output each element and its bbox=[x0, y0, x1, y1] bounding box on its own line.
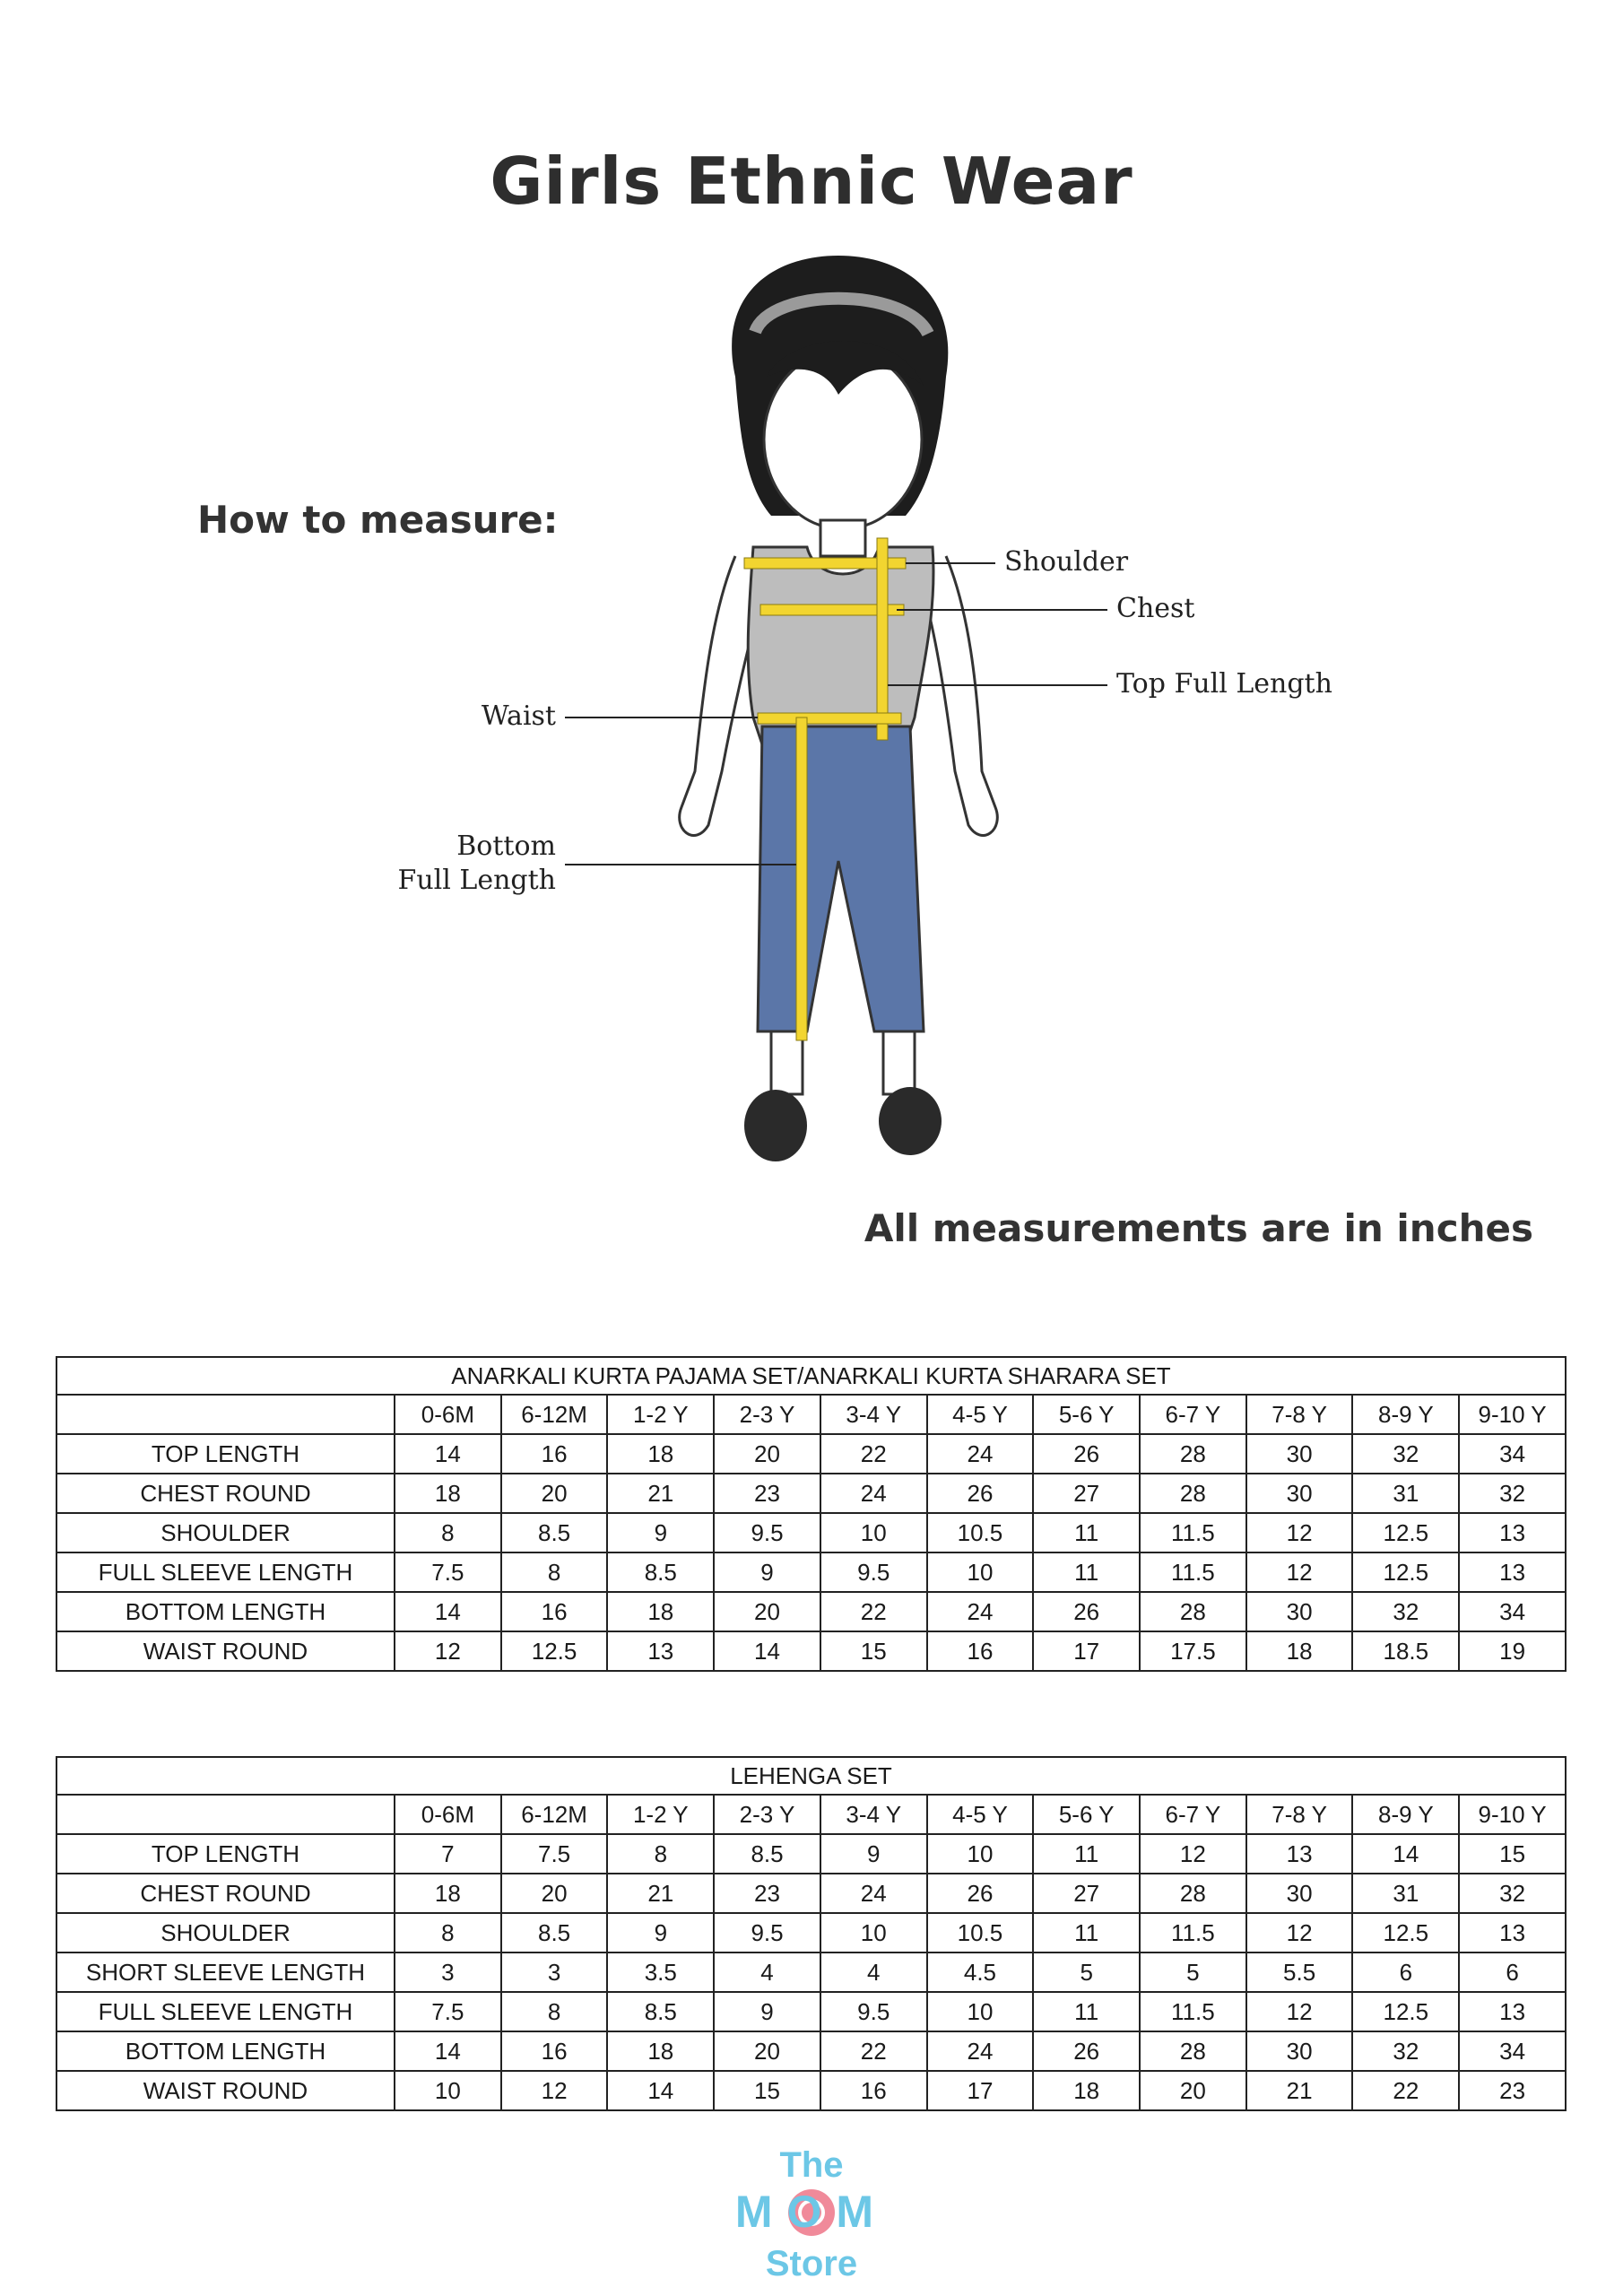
measurement-cell: 3 bbox=[501, 1952, 608, 1992]
measurement-cell: 7.5 bbox=[501, 1834, 608, 1874]
measurement-cell: 15 bbox=[714, 2071, 820, 2110]
measurement-cell: 4.5 bbox=[927, 1952, 1034, 1992]
chest-label: Chest bbox=[1116, 593, 1195, 624]
size-header: 1-2 Y bbox=[607, 1795, 714, 1834]
size-header-row bbox=[56, 1795, 1566, 1834]
measurement-cell: 27 bbox=[1033, 1474, 1140, 1513]
measurement-cell: 13 bbox=[1459, 1913, 1566, 1952]
measurement-cell: 9 bbox=[714, 1552, 820, 1592]
measurement-cell: 14 bbox=[1352, 1834, 1459, 1874]
measurement-cell: 22 bbox=[820, 2031, 927, 2071]
waist-label: Waist bbox=[481, 700, 556, 732]
measurement-cell: 24 bbox=[820, 1474, 927, 1513]
measurement-cell: 15 bbox=[1459, 1834, 1566, 1874]
measurement-cell: 10 bbox=[927, 1834, 1034, 1874]
measurement-cell: 8.5 bbox=[501, 1513, 608, 1552]
measurement-cell: 32 bbox=[1352, 1434, 1459, 1474]
row-label: BOTTOM LENGTH bbox=[56, 2031, 395, 2071]
measurement-cell: 16 bbox=[501, 2031, 608, 2071]
measurement-cell: 20 bbox=[714, 2031, 820, 2071]
measurement-cell: 16 bbox=[820, 2071, 927, 2110]
measurement-cell: 28 bbox=[1140, 1474, 1246, 1513]
measurement-cell: 22 bbox=[820, 1592, 927, 1631]
measurement-cell: 34 bbox=[1459, 2031, 1566, 2071]
row-label: SHORT SLEEVE LENGTH bbox=[56, 1952, 395, 1992]
corner-cell bbox=[56, 1795, 395, 1834]
measurement-cell: 8 bbox=[501, 1552, 608, 1592]
logo-store: Store bbox=[765, 2244, 858, 2283]
measurement-cell: 21 bbox=[607, 1874, 714, 1913]
table-row bbox=[56, 1631, 1566, 1671]
measurement-cell: 8.5 bbox=[607, 1552, 714, 1592]
measurement-cell: 13 bbox=[1459, 1552, 1566, 1592]
row-label: BOTTOM LENGTH bbox=[56, 1592, 395, 1631]
measurement-cell: 12 bbox=[1246, 1913, 1353, 1952]
mom-store-logo-icon bbox=[731, 2139, 892, 2287]
measurement-cell: 7.5 bbox=[395, 1992, 501, 2031]
measurement-cell: 14 bbox=[395, 2031, 501, 2071]
measurement-cell: 18 bbox=[395, 1474, 501, 1513]
measurement-cell: 12 bbox=[395, 1631, 501, 1671]
measurement-cell: 5.5 bbox=[1246, 1952, 1353, 1992]
measurement-cell: 5 bbox=[1033, 1952, 1140, 1992]
size-header: 3-4 Y bbox=[820, 1395, 927, 1434]
size-header: 6-12M bbox=[501, 1795, 608, 1834]
measurement-cell: 8.5 bbox=[501, 1913, 608, 1952]
the-mom-store-logo bbox=[731, 2139, 892, 2287]
measurement-cell: 14 bbox=[395, 1592, 501, 1631]
measurement-cell: 20 bbox=[714, 1434, 820, 1474]
measurement-cell: 32 bbox=[1459, 1474, 1566, 1513]
measurement-cell: 17 bbox=[1033, 1631, 1140, 1671]
table-row bbox=[56, 1992, 1566, 2031]
measurement-cell: 13 bbox=[1459, 1513, 1566, 1552]
size-header: 9-10 Y bbox=[1459, 1795, 1566, 1834]
measurement-cell: 16 bbox=[501, 1592, 608, 1631]
measurement-cell: 9.5 bbox=[820, 1992, 927, 2031]
measurement-cell: 8 bbox=[395, 1513, 501, 1552]
measurement-cell: 11.5 bbox=[1140, 1992, 1246, 2031]
how-to-measure-heading: How to measure: bbox=[197, 498, 559, 542]
lehenga-size-table bbox=[56, 1756, 1567, 2111]
measurement-cell: 5 bbox=[1140, 1952, 1246, 1992]
measurement-cell: 8 bbox=[395, 1913, 501, 1952]
measurement-cell: 14 bbox=[714, 1631, 820, 1671]
measurement-cell: 24 bbox=[927, 1592, 1034, 1631]
measurement-cell: 26 bbox=[927, 1874, 1034, 1913]
bottom-full-length-label bbox=[386, 830, 556, 898]
measurement-cell: 10 bbox=[820, 1913, 927, 1952]
table-caption: LEHENGA SET bbox=[56, 1757, 1566, 1795]
measurement-cell: 28 bbox=[1140, 1592, 1246, 1631]
measurement-cell: 31 bbox=[1352, 1874, 1459, 1913]
table-row bbox=[56, 2031, 1566, 2071]
measurement-cell: 27 bbox=[1033, 1874, 1140, 1913]
measurement-cell: 30 bbox=[1246, 1474, 1353, 1513]
measurement-cell: 19 bbox=[1459, 1631, 1566, 1671]
measurement-cell: 13 bbox=[607, 1631, 714, 1671]
size-header: 4-5 Y bbox=[927, 1795, 1034, 1834]
corner-cell bbox=[56, 1395, 395, 1434]
measurement-cell: 11.5 bbox=[1140, 1913, 1246, 1952]
size-header: 4-5 Y bbox=[927, 1395, 1034, 1434]
measurement-cell: 13 bbox=[1246, 1834, 1353, 1874]
measurement-cell: 11 bbox=[1033, 1834, 1140, 1874]
measurement-cell: 8.5 bbox=[607, 1992, 714, 2031]
size-header: 5-6 Y bbox=[1033, 1795, 1140, 1834]
measurement-cell: 4 bbox=[714, 1952, 820, 1992]
measurement-cell: 32 bbox=[1459, 1874, 1566, 1913]
measurement-cell: 13 bbox=[1459, 1992, 1566, 2031]
measurement-cell: 11.5 bbox=[1140, 1552, 1246, 1592]
measurement-cell: 11 bbox=[1033, 1513, 1140, 1552]
size-header-row bbox=[56, 1395, 1566, 1434]
measurement-cell: 18 bbox=[1246, 1631, 1353, 1671]
measurement-cell: 9.5 bbox=[820, 1552, 927, 1592]
measurement-cell: 12.5 bbox=[1352, 1913, 1459, 1952]
row-label: WAIST ROUND bbox=[56, 2071, 395, 2110]
measurement-unit-note: All measurements are in inches bbox=[864, 1206, 1533, 1250]
measurement-cell: 20 bbox=[714, 1592, 820, 1631]
measurement-cell: 24 bbox=[927, 1434, 1034, 1474]
measurement-cell: 10 bbox=[927, 1992, 1034, 2031]
table-row bbox=[56, 2071, 1566, 2110]
size-header: 1-2 Y bbox=[607, 1395, 714, 1434]
measurement-cell: 20 bbox=[1140, 2071, 1246, 2110]
measurement-cell: 9 bbox=[714, 1992, 820, 2031]
measurement-cell: 18 bbox=[395, 1874, 501, 1913]
measurement-cell: 23 bbox=[714, 1874, 820, 1913]
measurement-cell: 17.5 bbox=[1140, 1631, 1246, 1671]
measurement-cell: 18 bbox=[607, 1434, 714, 1474]
size-header: 5-6 Y bbox=[1033, 1395, 1140, 1434]
size-header: 9-10 Y bbox=[1459, 1395, 1566, 1434]
measurement-cell: 7 bbox=[395, 1834, 501, 1874]
measurement-cell: 16 bbox=[501, 1434, 608, 1474]
measurement-cell: 30 bbox=[1246, 2031, 1353, 2071]
measurement-cell: 31 bbox=[1352, 1474, 1459, 1513]
measurement-cell: 20 bbox=[501, 1474, 608, 1513]
measurement-cell: 26 bbox=[927, 1474, 1034, 1513]
measurement-cell: 10.5 bbox=[927, 1913, 1034, 1952]
measurement-cell: 17 bbox=[927, 2071, 1034, 2110]
measurement-cell: 7.5 bbox=[395, 1552, 501, 1592]
row-label: CHEST ROUND bbox=[56, 1474, 395, 1513]
size-header: 2-3 Y bbox=[714, 1795, 820, 1834]
measurement-cell: 28 bbox=[1140, 1874, 1246, 1913]
measurement-cell: 3.5 bbox=[607, 1952, 714, 1992]
measurement-cell: 11 bbox=[1033, 1552, 1140, 1592]
table-row bbox=[56, 1874, 1566, 1913]
measurement-cell: 8.5 bbox=[714, 1834, 820, 1874]
measurement-cell: 18 bbox=[1033, 2071, 1140, 2110]
measurement-cell: 12 bbox=[1246, 1552, 1353, 1592]
size-header: 6-7 Y bbox=[1140, 1395, 1246, 1434]
measurement-cell: 6 bbox=[1459, 1952, 1566, 1992]
measurement-cell: 32 bbox=[1352, 2031, 1459, 2071]
top-full-length-label: Top Full Length bbox=[1116, 668, 1332, 700]
row-label: FULL SLEEVE LENGTH bbox=[56, 1992, 395, 2031]
measurement-cell: 18 bbox=[607, 2031, 714, 2071]
row-label: SHOULDER bbox=[56, 1913, 395, 1952]
logo-mom: MOM bbox=[734, 2187, 889, 2237]
table-caption: ANARKALI KURTA PAJAMA SET/ANARKALI KURTA SHARARA SET bbox=[56, 1357, 1566, 1395]
measurement-cell: 14 bbox=[395, 1434, 501, 1474]
table-row bbox=[56, 1474, 1566, 1513]
measurement-cell: 23 bbox=[714, 1474, 820, 1513]
table-row bbox=[56, 1513, 1566, 1552]
table-row bbox=[56, 1552, 1566, 1592]
measurement-cell: 24 bbox=[820, 1874, 927, 1913]
measurement-cell: 22 bbox=[820, 1434, 927, 1474]
measurement-cell: 9 bbox=[607, 1913, 714, 1952]
page-title: Girls Ethnic Wear bbox=[490, 144, 1133, 219]
measurement-cell: 9.5 bbox=[714, 1513, 820, 1552]
size-header: 0-6M bbox=[395, 1795, 501, 1834]
measurement-cell: 8 bbox=[501, 1992, 608, 2031]
measurement-cell: 30 bbox=[1246, 1434, 1353, 1474]
measurement-cell: 30 bbox=[1246, 1592, 1353, 1631]
measurement-cell: 12.5 bbox=[501, 1631, 608, 1671]
measurement-cell: 10 bbox=[395, 2071, 501, 2110]
measurement-cell: 11 bbox=[1033, 1992, 1140, 2031]
measurement-cell: 34 bbox=[1459, 1592, 1566, 1631]
measurement-cell: 28 bbox=[1140, 2031, 1246, 2071]
row-label: SHOULDER bbox=[56, 1513, 395, 1552]
measurement-cell: 6 bbox=[1352, 1952, 1459, 1992]
measurement-cell: 12 bbox=[1246, 1513, 1353, 1552]
measurement-cell: 12 bbox=[1140, 1834, 1246, 1874]
logo-the: The bbox=[779, 2145, 844, 2185]
measurement-cell: 12 bbox=[1246, 1992, 1353, 2031]
bottom-label-line1: Bottom bbox=[456, 831, 556, 862]
measurement-cell: 9.5 bbox=[714, 1913, 820, 1952]
measurement-cell: 4 bbox=[820, 1952, 927, 1992]
anarkali-size-table bbox=[56, 1356, 1567, 1672]
measurement-cell: 16 bbox=[927, 1631, 1034, 1671]
measurement-cell: 18 bbox=[607, 1592, 714, 1631]
measurement-cell: 14 bbox=[607, 2071, 714, 2110]
measurement-cell: 10 bbox=[820, 1513, 927, 1552]
measurement-cell: 32 bbox=[1352, 1592, 1459, 1631]
measurement-cell: 15 bbox=[820, 1631, 927, 1671]
measurement-cell: 24 bbox=[927, 2031, 1034, 2071]
measurement-cell: 10.5 bbox=[927, 1513, 1034, 1552]
table-row bbox=[56, 1834, 1566, 1874]
measurement-cell: 12.5 bbox=[1352, 1513, 1459, 1552]
row-label: TOP LENGTH bbox=[56, 1434, 395, 1474]
measurement-cell: 9 bbox=[607, 1513, 714, 1552]
measurement-cell: 11.5 bbox=[1140, 1513, 1246, 1552]
row-label: WAIST ROUND bbox=[56, 1631, 395, 1671]
measurement-cell: 23 bbox=[1459, 2071, 1566, 2110]
measurement-cell: 12.5 bbox=[1352, 1992, 1459, 2031]
size-header: 0-6M bbox=[395, 1395, 501, 1434]
measurement-cell: 8 bbox=[607, 1834, 714, 1874]
row-label: TOP LENGTH bbox=[56, 1834, 395, 1874]
measurement-cell: 18.5 bbox=[1352, 1631, 1459, 1671]
measurement-cell: 12.5 bbox=[1352, 1552, 1459, 1592]
size-header: 8-9 Y bbox=[1352, 1395, 1459, 1434]
measurement-cell: 26 bbox=[1033, 2031, 1140, 2071]
size-header: 8-9 Y bbox=[1352, 1795, 1459, 1834]
table-row bbox=[56, 1952, 1566, 1992]
measurement-cell: 3 bbox=[395, 1952, 501, 1992]
measurement-cell: 21 bbox=[607, 1474, 714, 1513]
measurement-cell: 21 bbox=[1246, 2071, 1353, 2110]
measurement-cell: 20 bbox=[501, 1874, 608, 1913]
size-header: 7-8 Y bbox=[1246, 1395, 1353, 1434]
size-header: 6-7 Y bbox=[1140, 1795, 1246, 1834]
row-label: FULL SLEEVE LENGTH bbox=[56, 1552, 395, 1592]
table-row bbox=[56, 1913, 1566, 1952]
measurement-cell: 34 bbox=[1459, 1434, 1566, 1474]
shoulder-label: Shoulder bbox=[1004, 546, 1129, 578]
bottom-label-line2: Full Length bbox=[397, 865, 556, 896]
row-label: CHEST ROUND bbox=[56, 1874, 395, 1913]
measurement-cell: 26 bbox=[1033, 1434, 1140, 1474]
size-header: 2-3 Y bbox=[714, 1395, 820, 1434]
measurement-cell: 10 bbox=[927, 1552, 1034, 1592]
measurement-cell: 26 bbox=[1033, 1592, 1140, 1631]
measurement-cell: 9 bbox=[820, 1834, 927, 1874]
measurement-cell: 30 bbox=[1246, 1874, 1353, 1913]
measurement-cell: 12 bbox=[501, 2071, 608, 2110]
table-row bbox=[56, 1434, 1566, 1474]
measurement-cell: 22 bbox=[1352, 2071, 1459, 2110]
size-header: 7-8 Y bbox=[1246, 1795, 1353, 1834]
size-header: 3-4 Y bbox=[820, 1795, 927, 1834]
table-row bbox=[56, 1592, 1566, 1631]
measurement-cell: 28 bbox=[1140, 1434, 1246, 1474]
measurement-cell: 11 bbox=[1033, 1913, 1140, 1952]
size-header: 6-12M bbox=[501, 1395, 608, 1434]
